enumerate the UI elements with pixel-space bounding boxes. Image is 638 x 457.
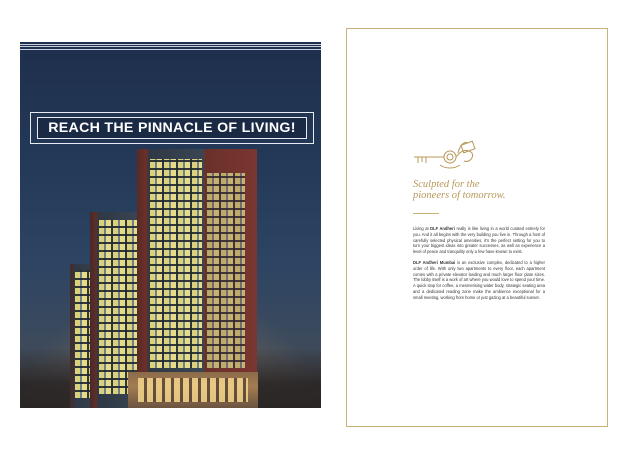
podium-lights (138, 378, 248, 402)
building-tower (137, 149, 257, 408)
headline-frame (30, 112, 314, 144)
paragraph-2: DLF Andheri Mumbai is an exclusive complex, dedicated to a higher order of life. With only two apartments to every floor, each apartment comes with a private elevator landing and much larger floor plate sizes. The lobby itself is a work of art where you would love to spend your time. A quick stop for coffee, a mesmerising water body, strategic seating area and a dedicated reading zone make the ambience exceptional for a small meeting, working from home or just gazing at a beautiful sunset. (413, 259, 546, 300)
brand-name-mumbai: DLF Andheri Mumbai (413, 259, 456, 265)
body-copy (413, 226, 545, 306)
key-with-tag-icon (410, 135, 480, 175)
paragraph-1: Living at DLF Andheri really is like living in a world curated entirely for you. And it all begins with the very building you live in. Through a host of carefully selected physical amenities, it's the perfect setting for you to turn your biggest ideas into greater successes, as well as experience a level of peace and tranquility only a few have known to exist. (413, 226, 546, 255)
headline: REACH THE PINNACLE OF LIVING! (48, 120, 296, 136)
cover-photo-page (20, 42, 321, 408)
subhead-line-1: Sculpted for the (413, 179, 480, 190)
text-page (346, 28, 608, 427)
subheading (413, 179, 573, 201)
subhead-line-2: pioneers of tomorrow. (413, 190, 506, 201)
divider (413, 213, 439, 214)
top-stripes (20, 42, 321, 50)
brand-name: DLF Andheri (430, 226, 455, 231)
